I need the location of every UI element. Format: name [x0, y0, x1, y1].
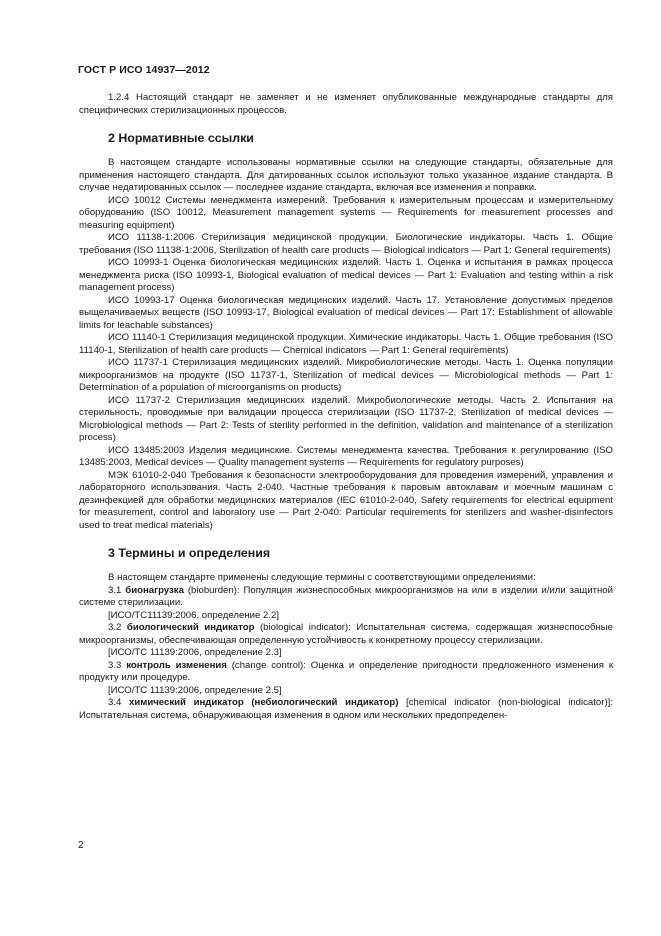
term-name: бионагрузка — [125, 584, 184, 596]
term-definition — [79, 622, 613, 647]
term-reference: [ИСО/ТС 11139:2006, определение 2.3] — [108, 647, 282, 658]
term-reference: [ИСО/ТС11139:2006, определение 2.2] — [108, 609, 279, 621]
section-2-paragraph: В настоящем стандарте использованы нормативные ссылки на следующие стандарты, обязательные для применения настоящего стандарта. Для датированных ссылок используют только указанное издание стандарта. В случае недатированных ссылок — последнее издание стандарта, включая все изменения и поправки. — [79, 157, 613, 193]
normative-reference: ИСО 11737-1 Стерилизация медицинских изделий. Микробиологические методы. Часть 1. Оценка популяции микроорганизмов на продукте (ISO 11737-1, Sterilization of medical devices — Microbiological methods — Part 1: Determination of a population of microorganisms on products) — [79, 357, 613, 393]
term-text: (biological indicator): Испытательная система, содержащая жизнеспособные микроорганизмы, обеспечивающая определенную устойчивость к конкретному процессу стерилизации. — [79, 622, 614, 646]
section-3-intro: В настоящем стандарте применены следующие термины с соответствующими определениями: — [108, 572, 536, 583]
term-text: [chemical indicator (non-biological indicator)]: Испытательная система, обнаруживающая изменения в одном или нескольких предопределен- — [79, 697, 613, 721]
term-number: 3.3 — [108, 659, 122, 671]
term-reference: [ИСО/ТС 11139:2006, определение 2.5] — [108, 684, 282, 696]
term-definition — [79, 660, 613, 685]
page-number: 2 — [78, 840, 84, 851]
normative-reference: ИСО 13485:2003 Изделия медицинские. Системы менеджмента качества. Требования к регулированию (ISO 13485:2003, Medical devices — Quality management systems — Requirements for regulatory purposes) — [79, 444, 613, 468]
term-number: 3.4 — [108, 697, 122, 708]
normative-reference: ИСО 11737-2 Стерилизация медицинских изделий. Микробиологические методы. Часть 2. Испытания на стерильность, проводимые при валидации процесса стерилизации (ISO 11737-2, Sterilization of medical devices — Microbiological methods — Part 2: Tests of sterility performed in the definition, validation and maintenance of a sterilization process) — [79, 394, 613, 443]
normative-reference: МЭК 61010-2-040 Требования к безопасности электрооборудования для проведения измерений, управления и лабораторного использования. Часть 2-040. Частные требования к паровым автоклавам и моечным машинам с дезинфекцией для обработки медицинских материалов (IEC 61010-2-040, Safety requirements for electrical equipment for measurement, control and laboratory use — Part 2-040: Particular requirements for sterilizers and washer-disinfectors used to treat medical materials) — [79, 469, 613, 531]
term-definition — [79, 585, 613, 610]
term-number: 3.2 — [108, 622, 122, 633]
section-2-heading: 2 Нормативные ссылки — [108, 131, 254, 145]
term-number: 3.1 — [108, 584, 122, 596]
term-name: контроль изменения — [126, 659, 227, 671]
document-header: ГОСТ Р ИСО 14937—2012 — [78, 64, 210, 76]
normative-reference: ИСО 10993-1 Оценка биологическая медицинских изделий. Часть 1. Оценка и испытания в рамках процесса менеджмента риска (ISO 10993-1, Biological evaluation of medical devices — Part 1: Evaluation and testing within a risk management process) — [79, 257, 613, 293]
section-3-heading: 3 Термины и определения — [108, 546, 271, 560]
normative-reference: ИСО 10012 Системы менеджмента измерений. Требования к измерительным процессам и измерительному оборудованию (ISO 10012, Measurement management systems — Requirements for measurement processes and measuring equipment) — [79, 194, 613, 231]
normative-reference: ИСО 11140-1 Стерилизация медицинской продукции. Химические индикаторы. Часть 1. Общие требования (ISO 11140-1, Sterilization of health care products — Chemical indicators — Part 1: General requirements) — [79, 332, 613, 356]
term-name: биологический индикатор — [126, 622, 255, 633]
normative-reference: ИСО 10993-17 Оценка биологическая медицинских изделий. Часть 17. Установление допустимых пределов выщелачиваемых веществ (ISO 10993-17, Biological evaluation of medical devices — Part 17: Establishment of allowable limits for leachable substances) — [79, 294, 613, 331]
term-text: (change control): Оценка и определение пригодности предложенного изменения к продукту или процедуре. — [79, 659, 614, 683]
term-text: (bioburden): Популяция жизнеспособных микроорганизмов на или в изделии и/или защитной системе стерилизации. — [79, 584, 613, 608]
term-name: химический индикатор (небиологический индикатор) — [129, 697, 399, 708]
document-body — [79, 92, 613, 722]
paragraph-1-2-4: 1.2.4 Настоящий стандарт не заменяет и не изменяет опубликованные международные стандарты для специфических стерилизационных процессов. — [79, 92, 613, 116]
normative-reference: ИСО 11138-1:2006 Стерилизация медицинской продукции. Биологические индикаторы. Часть 1. Общие требования (ISO 11138-1:2006, Sterilization of health care products — Biological indicators — Part 1: General requirements) — [79, 232, 613, 256]
term-definition — [79, 697, 613, 722]
